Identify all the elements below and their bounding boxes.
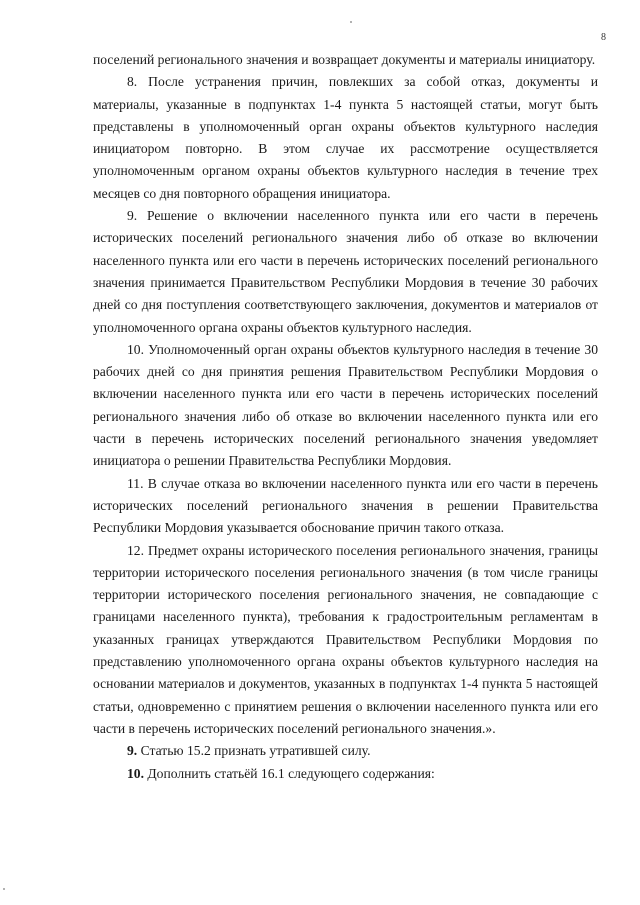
paragraph-8: 8. После устранения причин, повлекших за собой отказ, документы и материалы, указанные в подпунктах 1-4 пункта 5 настоящей статьи, могут быть представлены в уполномоченный орган охраны объектов культурного наследия инициатором повторно. В этом случае их рассмотрение осуществляется уполномоченным органом охраны объектов культурного наследия в течение трех месяцев со дня повторного обращения инициатора. xyxy=(93,74,598,201)
paragraph-11: 11. В случае отказа во включении населенного пункта или его части в перечень исторических поселений регионального значения в решении Правительства Республики Мордовия указывается обоснование причин такого отказа. xyxy=(93,475,598,536)
page-number: 8 xyxy=(601,32,606,43)
scan-artifact-dot xyxy=(3,888,5,890)
document-body xyxy=(93,49,598,785)
paragraph-10: 10. Уполномоченный орган охраны объектов культурного наследия в течение 30 рабочих дней со дня принятия решения Правительством Республики Мордовия о включении населенного пункта или его части в перечень исторических поселений регионального значения либо об отказе во включении населенного пункта или его части в перечень исторических поселений регионального значения уведомляет инициатора о решении Правительства Республики Мордовия. xyxy=(93,341,598,469)
paragraph-9: 9. Решение о включении населенного пункта или его части в перечень исторических поселений регионального значения либо об отказе во включении населенного пункта или его части в перечень исторических поселений регионального значения принимается Правительством Республики Мордовия в течение 30 рабочих дней со дня поступления соответствующего заключения, документов и материалов от уполномоченного органа охраны объектов культурного наследия. xyxy=(93,208,598,335)
amendment-item-9-number: 9. xyxy=(127,743,138,759)
paragraph-12: 12. Предмет охраны исторического поселения регионального значения, границы территории исторического поселения регионального значения (в том числе границы территории исторического поселения регионального значения, не совпадающие с границами населенного пункта), требования к градостроительным регламентам в указанных границах утверждаются Правительством Республики Мордовия по представлению уполномоченного органа охраны объектов культурного наследия на основании материалов и документов, указанных в подпунктах 1-4 пункта 5 настоящей статьи, одновременно с принятием решения о включении населенного пункта или его части в перечень исторических поселений регионального значения.». xyxy=(93,542,598,736)
amendment-item-10-number: 10. xyxy=(127,765,144,781)
scan-artifact-dot xyxy=(350,21,352,23)
amendment-item-9-text: Статью 15.2 признать утратившей силу. xyxy=(137,743,371,759)
amendment-item-9 xyxy=(93,740,598,762)
amendment-item-10 xyxy=(93,763,598,785)
paragraph-continuation: поселений регионального значения и возвращает документы и материалы инициатору. xyxy=(93,52,596,67)
amendment-item-10-text: Дополнить статьёй 16.1 следующего содержания: xyxy=(144,765,435,781)
